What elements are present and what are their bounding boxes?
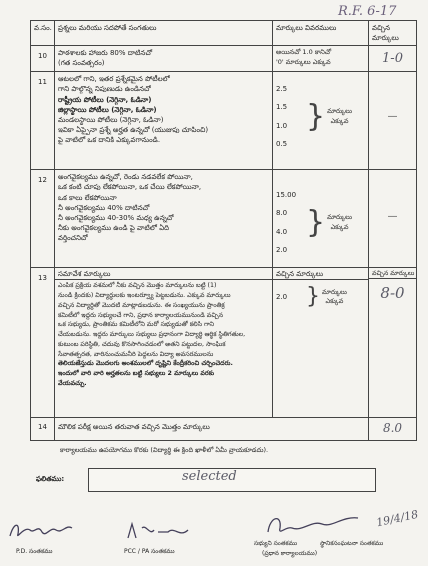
pcc-signature bbox=[124, 516, 194, 546]
marks-label: మార్కులు ఎక్కువ bbox=[327, 107, 352, 125]
row-marks-obtained: వచ్చిన మార్కులు 8-0 bbox=[369, 268, 417, 418]
brace-mark: } bbox=[306, 98, 326, 134]
header-marks-obtained: వచ్చిన మార్కులు bbox=[369, 21, 417, 46]
corner-handwritten-annotation: R.F. 6-17 bbox=[338, 4, 397, 19]
row-number: 13 bbox=[31, 268, 55, 418]
header-marks-details: మార్కులు వివరములు bbox=[273, 21, 369, 46]
row-marks-obtained: 8.0 bbox=[369, 418, 417, 440]
row-marks-details: 15.00 8.0 4.0 2.0 } మార్కులు ఎక్కువ bbox=[273, 170, 369, 268]
row-description: అంగవైకల్యము ఉన్నచో, రెండు నడవలేక పోయినా, ఒక కంటి చూపు లేకపోయినా, ఒక చేయి లేకపోయినా, ఒక కాలు లేకపోయినా నీ అంగవైకల్యము 40% దాటినచో నీ అంగవైకల్యము 40-30% మధ్య ఉన్నచో నీకు అంగవైకల్యము ఉండి పై వాటిలో ఏది వర్తించనిచో bbox=[55, 170, 273, 268]
member-signature-sublabel: (ప్రధాన కార్యాలయము) bbox=[262, 550, 318, 557]
row-description: ఆటలలో గాని, ఇతర ప్రశ్నేకమైన పోటీలలో గాని పాల్గొన్న నిపుణుడు ఉండినచో రాష్ట్రీయ పోటీలు (నెగ్గినా, ఓడినా) జిల్లాస్థాయి పోటీలు (నెగ్గినా, ఓడినా) మండలస్థాయి పోటీలు (నెగ్గినా, ఓడినా) ఇవికా ఏప్పైనా ప్రశ్నే అర్హత ఉన్నచో (యుజుపు చూపించి) పై వాటిలో ఒక దానికి ఎక్కువగానుండి. bbox=[55, 72, 273, 170]
signature-date: 19/4/18 bbox=[375, 507, 420, 530]
marks-label: మార్కులు ఎక్కువ bbox=[327, 213, 352, 231]
row-marks-obtained: — bbox=[369, 170, 417, 268]
pcc-signature-label: PCC / PA సంతకము bbox=[124, 548, 175, 555]
marks-label: మార్కులు ఎక్కువ bbox=[322, 288, 347, 306]
row-description: మౌలిక పరీక్ష అయిన తరువాత వచ్చిన మొత్తం మార్కులు bbox=[55, 418, 369, 440]
row-number: 10 bbox=[31, 46, 55, 72]
member-signature-label: సభ్యుని సంతకము bbox=[254, 540, 298, 547]
row-marks-obtained: 1-0 bbox=[369, 46, 417, 72]
row-marks-details: వచ్చిన మార్కులు 2.0 } మార్కులు ఎక్కువ bbox=[273, 268, 369, 418]
table-row-10 bbox=[31, 46, 417, 72]
row-marks-details: అయినచో 1.0 కానిచో '0' మార్కులు ఎక్కువ bbox=[273, 46, 369, 72]
local-signature-label: స్థానికసంఘటనా సంతకము bbox=[320, 540, 384, 547]
row-number: 11 bbox=[31, 72, 55, 170]
table-header-row bbox=[31, 21, 417, 46]
pd-signature-label: P.D. సంతకము bbox=[16, 548, 53, 555]
table-row-12 bbox=[31, 170, 417, 268]
table-row-11 bbox=[31, 72, 417, 170]
header-questions: ప్రశ్నలు మరియు సదపోతే సంగతులు bbox=[55, 21, 273, 46]
result-label: ఫలితము: bbox=[36, 475, 65, 483]
result-handwritten: selected bbox=[182, 469, 237, 484]
row-description: సమావేశ మార్కులు ఎంపిక ప్రక్రియ వశమలో నీకు వచ్చిన మొత్తం మార్కులను బట్టి (1) నుండి క్రిందకు) విద్యార్థులకు ఇంటర్వ్యూ పెట్టబడును. ఎక్కువ మార్కులు వచ్చిన విద్యార్థితో మొదటి మాట్లాడబడును. ఈ సంఖ్యయును ప్రాంతిక్ర కమిటీలో ఇద్దరు సభ్యులచే గాని, ప్రధాన కార్యాలయమునుండి వచ్చిన ఒక సభ్యుడు, ప్రాంతికమ కమిటీలోని మరో సభ్యుడుతో కలిసి గాని చేయబడును. ఇద్దరు మార్కులు సభ్యులు ప్రధానంగా విద్యార్థి ఆర్థిక స్థితిగతుల, కుటుంబ పరిస్థితి, చదువు కొనసాగించడంలో అతని పట్టుదల, సాంఘిక సేవాతత్పరత, వారినుంచుమనీరి పెద్దలను విద్యా అవసరములను తెలియజేస్తుడు మొదలగు అంశములలో దృష్టిని కేంద్రీకరించి చర్చించెదరు. ఇందులో వారి వారి అర్హతలను బట్టి సభ్యులు 2 మార్కులు వరకు వేయవచ్చు. bbox=[55, 268, 273, 418]
row-number: 12 bbox=[31, 170, 55, 268]
brace-mark: } bbox=[306, 284, 320, 310]
brace-mark: } bbox=[306, 204, 326, 240]
row-marks-obtained: — bbox=[369, 72, 417, 170]
pd-signature bbox=[6, 516, 78, 546]
header-serial: వ.సం. bbox=[31, 21, 55, 46]
row-marks-details: 2.5 1.5 1.0 0.5 } మార్కులు ఎక్కువ bbox=[273, 72, 369, 170]
office-use-note: కార్యాలయము ఉపయోగము కొరకు (విద్యార్థి ఈ క్రింది ఖాళీలో ఏమీ వ్రాయకూడదు). bbox=[60, 446, 269, 454]
row-number: 14 bbox=[31, 418, 55, 440]
table-row-13 bbox=[31, 268, 417, 418]
table-row-14 bbox=[31, 418, 417, 440]
member-signature bbox=[262, 506, 372, 542]
row-description: పాఠశాలకు హాజరు 80% దాటినచో (గత సంవత్సరం) bbox=[55, 46, 273, 72]
marks-table bbox=[30, 20, 417, 441]
